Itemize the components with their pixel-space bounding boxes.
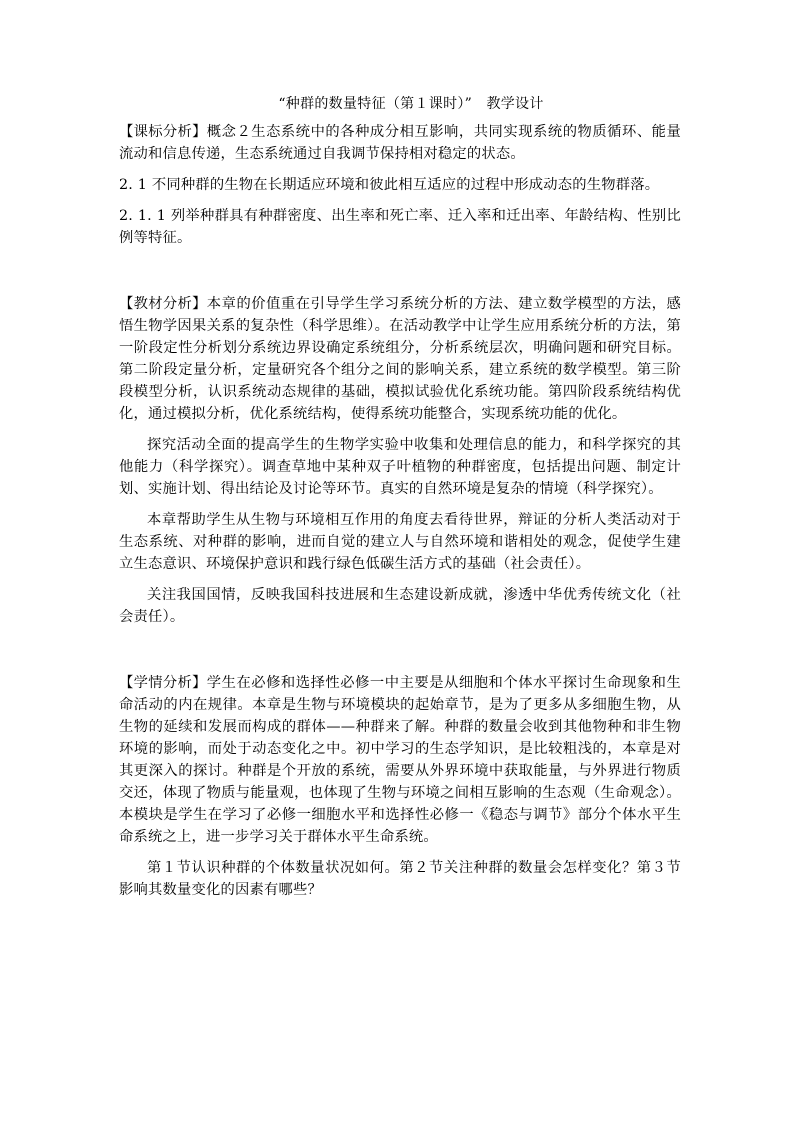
student-analysis-text: 学生在必修和选择性必修一中主要是从细胞和个体水平探讨生命现象和生命活动的内在规律。本章是生物与环境模块的起始章节，是为了更多从多细胞生物，从生物的延续和发展而构成的群体——种群来了解。种群的数量会收到其他物种和非生物环境的影响，而处于动态变化之中。初中学习的生态学知识，是比较粗浅的，本章是对其更深入的探讨。种群是个开放的系统，需要从外界环境中获取能量，与外界进行物质交还，体现了物质与能量观，也体现了生物与环境之间相互影响的生态观（生命观念）。本模块是学生在学习了必修一细胞水平和选择性必修一《稳态与调节》部分个体水平生命系统之上，进一步学习关于群体水平生命系统。: [119, 675, 681, 845]
section-spacer-2: [119, 637, 681, 672]
textbook-analysis-paragraph-4: 关注我国国情，反映我国科技进展和生态建设新成就，渗透中华优秀传统文化（社会责任）。: [119, 587, 681, 625]
student-analysis-paragraph-2: 第１节认识种群的个体数量状况如何。第２节关注种群的数量会怎样变化？第３节影响其数量变化的因素有哪些？: [119, 860, 681, 898]
curriculum-item-2-1: 2. 1 不同种群的生物在长期适应环境和彼此相互适应的过程中形成动态的生物群落。: [119, 177, 660, 193]
curriculum-analysis-label: 【课标分析】: [119, 124, 207, 140]
curriculum-analysis-text: 概念２生态系统中的各种成分相互影响，共同实现系统的物质循环、能量流动和信息传递，生态系统通过自我调节保持相对稳定的状态。: [119, 124, 681, 162]
document-title: “种群的数量特征（第１课时）” 教学设计: [278, 96, 544, 112]
student-analysis-paragraph: [119, 672, 681, 848]
curriculum-analysis-paragraph: [119, 121, 681, 165]
textbook-analysis-paragraph-3: 本章帮助学生从生物与环境相互作用的角度去看待世界，辩证的分析人类活动对于生态系统、对种群的影响，进而自觉的建立人与自然环境和谐相处的观念，促使学生建立生态意识、环境保护意识和践行绿色低碳生活方式的基础（社会责任）。: [119, 512, 681, 572]
curriculum-item-2-1-1: 2. 1. 1 列举种群具有种群密度、出生率和死亡率、迁入率和迁出率、年龄结构、性别比例等特征。: [119, 208, 681, 246]
student-analysis-label: 【学情分析】: [119, 675, 207, 691]
section-spacer: [119, 258, 681, 293]
textbook-analysis-paragraph: [119, 293, 681, 425]
textbook-analysis-paragraph-2: 探究活动全面的提高学生的生物学实验中收集和处理信息的能力，和科学探究的其他能力（科学探究）。调查草地中某种双子叶植物的种群密度，包括提出问题、制定计划、实施计划、得出结论及讨论等环节。真实的自然环境是复杂的情境（科学探究）。: [119, 437, 681, 497]
textbook-analysis-label: 【教材分析】: [119, 296, 207, 312]
textbook-analysis-text: 本章的价值重在引导学生学习系统分析的方法、建立数学模型的方法，感悟生物学因果关系的复杂性（科学思维）。在活动教学中让学生应用系统分析的方法，第一阶段定性分析划分系统边界设确定系统组分，分析系统层次，明确问题和研究目标。第二阶段定量分析，定量研究各个组分之间的影响关系，建立系统的数学模型。第三阶段模型分析，认识系统动态规律的基础，模拟试验优化系统功能。第四阶段系统结构优化，通过模拟分析，优化系统结构，使得系统功能整合，实现系统功能的优化。: [119, 296, 681, 422]
